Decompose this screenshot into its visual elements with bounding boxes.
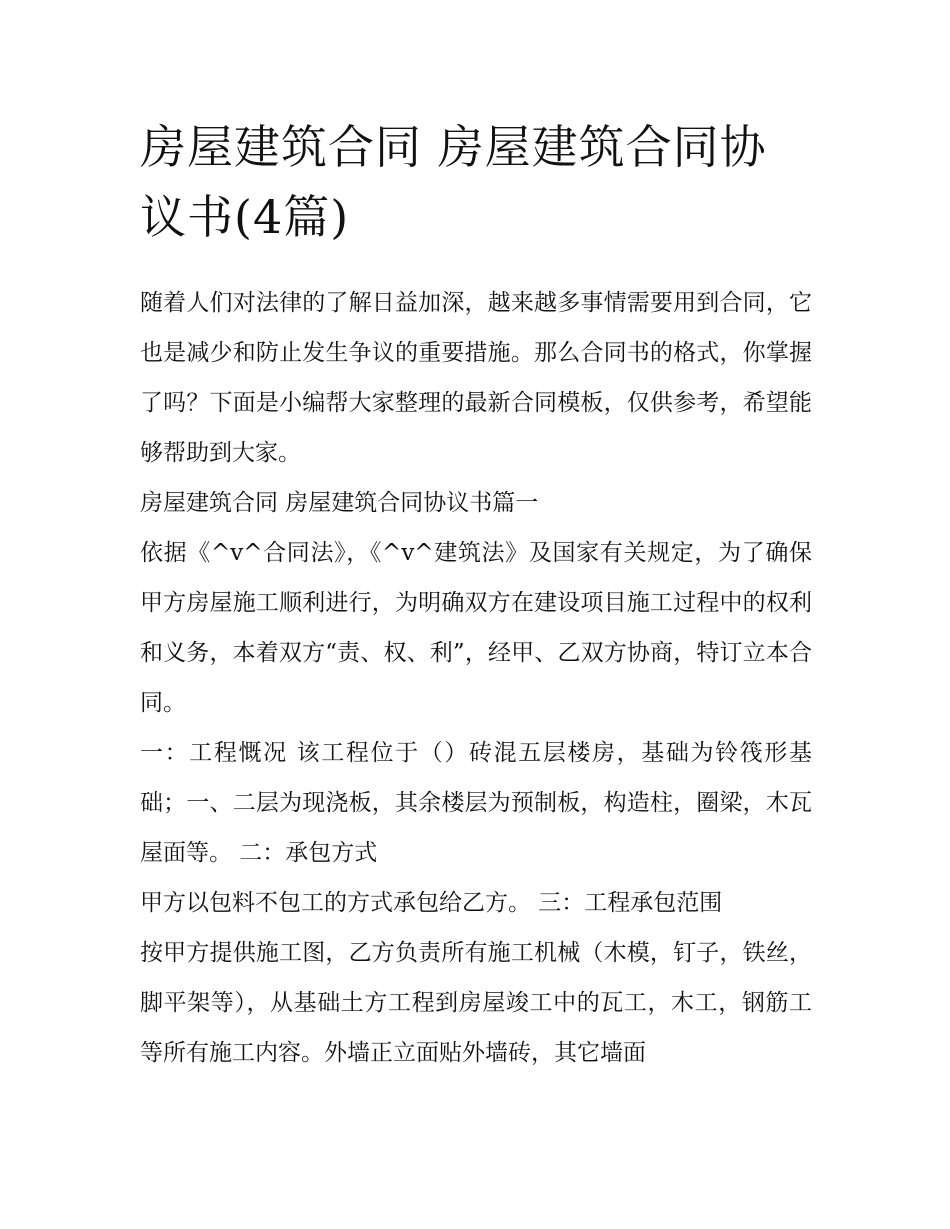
section-heading: 房屋建筑合同 房屋建筑合同协议书篇一: [140, 490, 539, 516]
overview-paragraph: 一：工程慨况 该工程位于（）砖混五层楼房，基础为铃筏形基础；一、二层为现浇板，其余楼层为预制板，构造柱，圈梁，木瓦屋面等。 二：承包方式: [140, 740, 812, 866]
document-title: 房屋建筑合同 房屋建筑合同协议书(4篇): [140, 120, 767, 244]
basis-paragraph: 依据《^v^合同法》，《^v^建筑法》及国家有关规定，为了确保甲方房屋施工顺利进行，为明确双方在建设项目施工过程中的权利和义务，本着双方“责、权、利”，经甲、乙双方协商，特订立本合同。: [140, 540, 812, 716]
document-page: [140, 112, 812, 1078]
intro-paragraph: 随着人们对法律的了解日益加深，越来越多事情需要用到合同，它也是减少和防止发生争议的重要措施。那么合同书的格式，你掌握了吗？下面是小编帮大家整理的最新合同模板，仅供参考，希望能够帮助到大家。: [140, 290, 812, 466]
method-paragraph: 甲方以包料不包工的方式承包给乙方。 三：工程承包范围: [140, 890, 723, 916]
scope-paragraph: 按甲方提供施工图，乙方负责所有施工机械（木模，钉子，铁丝，脚平架等），从基础土方工程到房屋竣工中的瓦工，木工，钢筋工等所有施工内容。外墙正立面贴外墙砖，其它墙面: [140, 940, 812, 1066]
